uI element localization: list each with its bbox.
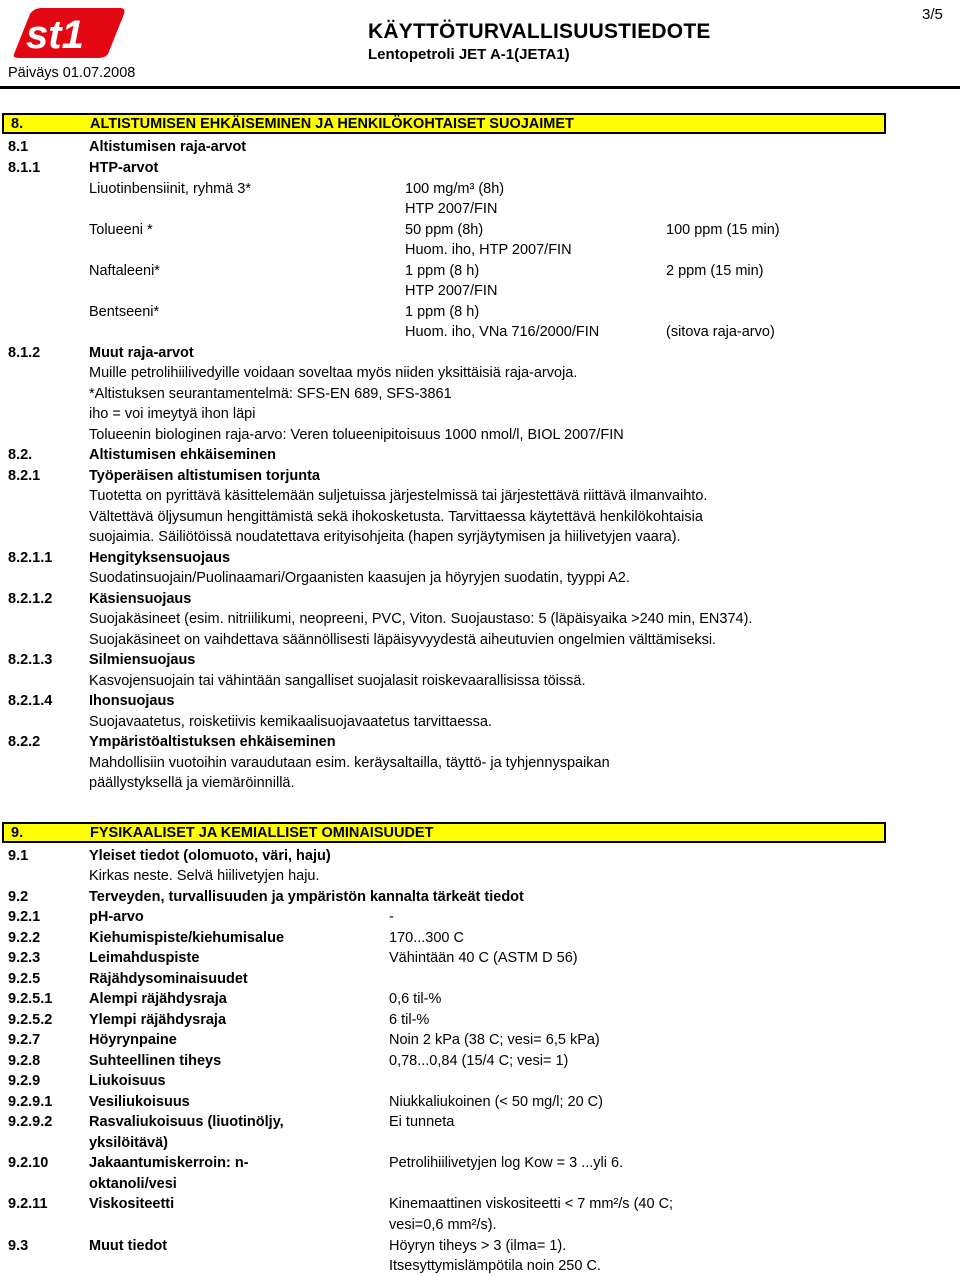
property-label: pH-arvo: [89, 909, 144, 925]
htp-substance: Naftaleeni*: [89, 263, 160, 279]
subsection-title: Silmiensuojaus: [89, 652, 196, 668]
property-value: Ei tunneta: [389, 1114, 455, 1130]
section-title: FYSIKAALISET JA KEMIALLISET OMINAISUUDET: [90, 825, 434, 841]
document-title: KÄYTTÖTURVALLISUUSTIEDOTE: [368, 20, 711, 43]
htp-note: (sitova raja-arvo): [666, 324, 775, 340]
property-number: 9.3: [8, 1238, 29, 1254]
property-value-cont: Itsesyttymislämpötila noin 250 C.: [389, 1258, 601, 1274]
subsection-title: HTP-arvot: [89, 160, 159, 176]
paragraph-line: Suojakäsineet (esim. nitriilikumi, neopreeni, PVC, Viton. Suojaustaso: 5 (läpäisyaika >240 min, EN374).: [89, 611, 753, 627]
property-number: 9.2.11: [8, 1196, 48, 1212]
subsection-number: 8.2.1.3: [8, 652, 53, 668]
property-label: Rasvaliukoisuus (liuotinöljy,: [89, 1114, 284, 1130]
paragraph-line: Mahdollisiin vuotoihin varaudutaan esim. keräysaltailla, täyttö- ja tyhjennyspaikan: [89, 755, 610, 771]
property-label-cont: oktanoli/vesi: [89, 1176, 177, 1192]
page-number: 3/5: [922, 6, 943, 23]
property-number: 9.2.5.2: [8, 1012, 53, 1028]
property-value: 0,78...0,84 (15/4 C; vesi= 1): [389, 1053, 569, 1069]
product-name: Lentopetroli JET A-1(JETA1): [368, 46, 570, 63]
htp-value: 50 ppm (8h): [405, 222, 484, 238]
property-value: Petrolihiilivetyjen log Kow = 3 ...yli 6.: [389, 1155, 624, 1171]
subsection-number: 8.1.1: [8, 160, 41, 176]
paragraph-line: Kasvojensuojain tai vähintään sangalliset suojalasit roiskevaarallisissa töissä.: [89, 673, 586, 689]
subsection-number: 8.1.2: [8, 345, 41, 361]
subsection-number: 8.2.1.2: [8, 591, 53, 607]
property-label: Höyrynpaine: [89, 1032, 177, 1048]
property-number: 9.2.8: [8, 1053, 41, 1069]
htp-value: 100 mg/m³ (8h): [405, 181, 505, 197]
htp-value: 1 ppm (8 h): [405, 263, 480, 279]
subsection-number: 8.2.: [8, 447, 33, 463]
subsection-number: 8.1: [8, 139, 29, 155]
paragraph-line: Suojakäsineet on vaihdettava säännöllisesti läpäisyvyydestä aiheutuvien ongelmien välttämiseksi.: [89, 632, 717, 648]
property-number: 9.2.1: [8, 909, 41, 925]
section-9-heading: [2, 822, 886, 843]
htp-reference: Huom. iho, VNa 716/2000/FIN: [405, 324, 600, 340]
subsection-title: Hengityksensuojaus: [89, 550, 231, 566]
subsection-number: 8.2.1.1: [8, 550, 53, 566]
property-label: Kiehumispiste/kiehumisalue: [89, 930, 285, 946]
htp-value: 1 ppm (8 h): [405, 304, 480, 320]
section-title: ALTISTUMISEN EHKÄISEMINEN JA HENKILÖKOHTAISET SUOJAIMET: [90, 116, 574, 132]
property-number: 9.2.5.1: [8, 991, 53, 1007]
paragraph-line: Suojavaatetus, roisketiivis kemikaalisuojavaatetus tarvittaessa.: [89, 714, 492, 730]
property-value: Kinemaattinen viskositeetti < 7 mm²/s (40 C;: [389, 1196, 674, 1212]
property-number: 9.2.7: [8, 1032, 41, 1048]
subsection-title: Työperäisen altistumisen torjunta: [89, 468, 320, 484]
paragraph-line: päällystyksellä ja viemäröinnillä.: [89, 775, 295, 791]
subsection-title: Ympäristöaltistuksen ehkäiseminen: [89, 734, 336, 750]
property-label: Alempi räjähdysraja: [89, 991, 227, 1007]
htp-reference: HTP 2007/FIN: [405, 201, 498, 217]
htp-substance: Bentseeni*: [89, 304, 160, 320]
property-label: Vesiliukoisuus: [89, 1094, 190, 1110]
st1-logo: [8, 6, 128, 60]
subsection-number: 9.2: [8, 889, 29, 905]
subsection-number: 9.1: [8, 848, 29, 864]
property-label: Räjähdysominaisuudet: [89, 971, 248, 987]
paragraph-line: Muille petrolihiilivedyille voidaan soveltaa myös niiden yksittäisiä raja-arvoja.: [89, 365, 578, 381]
htp-substance: Liuotinbensiinit, ryhmä 3*: [89, 181, 252, 197]
property-number: 9.2.9.2: [8, 1114, 53, 1130]
property-value: Vähintään 40 C (ASTM D 56): [389, 950, 578, 966]
subsection-number: 8.2.2: [8, 734, 41, 750]
subsection-title: Altistumisen raja-arvot: [89, 139, 247, 155]
property-value: -: [389, 909, 394, 925]
paragraph-line: Tolueenin biologinen raja-arvo: Veren tolueenipitoisuus 1000 nmol/l, BIOL 2007/FIN: [89, 427, 624, 443]
subsection-title: Altistumisen ehkäiseminen: [89, 447, 276, 463]
property-label: Leimahduspiste: [89, 950, 200, 966]
property-value: Höyryn tiheys > 3 (ilma= 1).: [389, 1238, 567, 1254]
subsection-title: Muut raja-arvot: [89, 345, 194, 361]
property-value: Noin 2 kPa (38 C; vesi= 6,5 kPa): [389, 1032, 600, 1048]
property-label: Ylempi räjähdysraja: [89, 1012, 227, 1028]
subsection-title: Ihonsuojaus: [89, 693, 175, 709]
property-label: Jakaantumiskerroin: n-: [89, 1155, 249, 1171]
paragraph-line: suojaimia. Säiliötöissä noudatettava erityisohjeita (hapen syrjäytymisen ja hiilivetyjen vaara).: [89, 529, 681, 545]
htp-short-term: 2 ppm (15 min): [666, 263, 764, 279]
subsection-title: Käsiensuojaus: [89, 591, 192, 607]
property-label: Muut tiedot: [89, 1238, 168, 1254]
htp-reference: HTP 2007/FIN: [405, 283, 498, 299]
property-number: 9.2.3: [8, 950, 41, 966]
property-value: 170...300 C: [389, 930, 464, 946]
property-label-cont: yksilöitävä): [89, 1135, 168, 1151]
logo-text: st1: [26, 13, 84, 57]
section-number: 9.: [11, 825, 24, 841]
paragraph-line: Tuotetta on pyrittävä käsittelemään suljetuissa järjestelmissä tai järjestettävä riittävä ilmanvaihto.: [89, 488, 708, 504]
htp-reference: Huom. iho, HTP 2007/FIN: [405, 242, 572, 258]
property-label: Viskositeetti: [89, 1196, 175, 1212]
property-label: Suhteellinen tiheys: [89, 1053, 222, 1069]
subsection-number: 8.2.1: [8, 468, 41, 484]
property-label: Liukoisuus: [89, 1073, 166, 1089]
property-value: 0,6 til-%: [389, 991, 442, 1007]
section-number: 8.: [11, 116, 24, 132]
document-date: Päiväys 01.07.2008: [8, 65, 136, 81]
property-value: Niukkaliukoinen (< 50 mg/l; 20 C): [389, 1094, 603, 1110]
paragraph-line: Suodatinsuojain/Puolinaamari/Orgaanisten kaasujen ja höyryjen suodatin, tyyppi A2.: [89, 570, 630, 586]
subsection-title: Yleiset tiedot (olomuoto, väri, haju): [89, 848, 331, 864]
paragraph-line: iho = voi imeytyä ihon läpi: [89, 406, 256, 422]
paragraph-line: Kirkas neste. Selvä hiilivetyjen haju.: [89, 868, 320, 884]
property-value: 6 til-%: [389, 1012, 430, 1028]
paragraph-line: *Altistuksen seurantamentelmä: SFS-EN 689, SFS-3861: [89, 386, 452, 402]
property-number: 9.2.9: [8, 1073, 41, 1089]
htp-short-term: 100 ppm (15 min): [666, 222, 780, 238]
property-number: 9.2.2: [8, 930, 41, 946]
header-divider: [0, 86, 960, 89]
property-number: 9.2.9.1: [8, 1094, 53, 1110]
paragraph-line: Vältettävä öljysumun hengittämistä sekä ihokosketusta. Tarvittaessa käytettävä henkilökohtaisia: [89, 509, 703, 525]
property-value-cont: vesi=0,6 mm²/s).: [389, 1217, 497, 1233]
subsection-number: 8.2.1.4: [8, 693, 53, 709]
property-number: 9.2.5: [8, 971, 41, 987]
subsection-title: Terveyden, turvallisuuden ja ympäristön kannalta tärkeät tiedot: [89, 889, 524, 905]
htp-substance: Tolueeni *: [89, 222, 153, 238]
section-8-heading: [2, 113, 886, 134]
property-number: 9.2.10: [8, 1155, 49, 1171]
